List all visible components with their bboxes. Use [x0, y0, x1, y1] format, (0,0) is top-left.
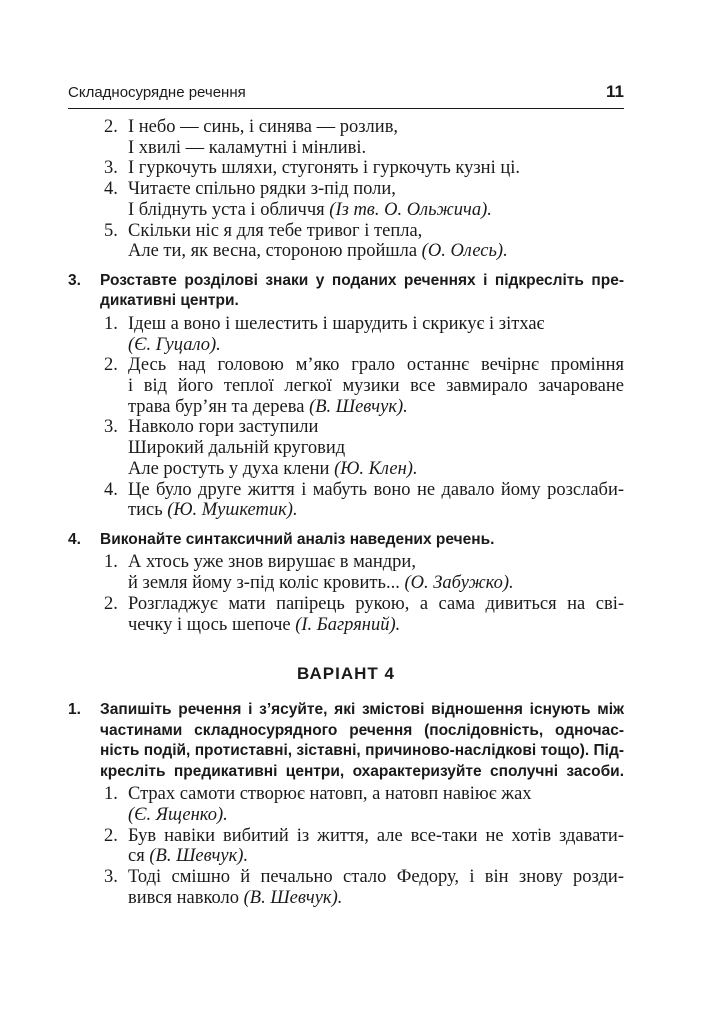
source-citation: (Є. Ященко).	[128, 804, 228, 825]
list-item	[68, 314, 624, 355]
item-line: вився навколо (В. Шевчук).	[128, 887, 343, 908]
page-header	[68, 78, 624, 109]
item-number: 1.	[104, 552, 118, 573]
list-item	[68, 594, 624, 635]
item-line: І гуркочуть шляхи, стугонять і гуркочуть кузні ці.	[128, 158, 521, 179]
item-line: А хтось уже знов вирушає в мандри,	[128, 552, 416, 573]
item-line: Читаєте спільно рядки з-під поли,	[128, 179, 396, 200]
item-line: Був навіки вибитий із життя, але все-таки не хотів здавати-	[128, 825, 624, 846]
item-line: і від його теплої легкої музики все завмирало зачароване	[128, 376, 624, 397]
item-line: Широкий дальній круговид	[128, 438, 346, 459]
item-line: Страх самоти створює натовп, а натовп навіює жах	[128, 784, 532, 805]
source-citation: (О. Олесь).	[421, 241, 508, 262]
source-citation: (І. Багряний).	[295, 614, 401, 635]
item-line: Навколо гори заступили	[128, 417, 319, 438]
list-item	[68, 826, 624, 867]
source-citation: (О. Забужко).	[404, 573, 514, 594]
task-number: 4.	[68, 530, 81, 548]
item-number: 2.	[104, 117, 118, 137]
list-item	[68, 221, 624, 262]
task-instruction-line: Розставте розділові знаки у поданих реченнях і підкресліть пре-	[100, 271, 624, 289]
item-line: й земля йому з-під коліс кровить... (О. Забужко).	[128, 573, 514, 594]
source-citation: (В. Шевчук).	[243, 887, 343, 908]
item-number: 3.	[104, 867, 118, 888]
item-line: трава бур’ян та дерева (В. Шевчук).	[128, 396, 408, 417]
list-item	[68, 179, 624, 220]
list-item	[68, 117, 624, 158]
task-instruction-line: частинами складносурядного речення (послідовність, одночас-	[100, 721, 624, 739]
list-item	[68, 355, 624, 417]
source-citation: (Із тв. О. Ольжича).	[329, 199, 492, 220]
item-number: 2.	[104, 355, 118, 376]
item-number: 2.	[104, 593, 118, 614]
task-3-sentences	[68, 314, 624, 521]
item-number: 4.	[104, 479, 118, 500]
item-line: І небо — синь, і синява — розлив,	[128, 117, 399, 137]
task-4	[68, 530, 624, 635]
task-3	[68, 271, 624, 521]
item-line: Але ростуть у духа клени (Ю. Клен).	[128, 458, 418, 479]
list-item	[68, 480, 624, 521]
item-line	[128, 805, 624, 826]
item-line: тись (Ю. Мушкетик).	[128, 500, 298, 521]
task-instruction-line: Виконайте синтаксичний аналіз наведених речень.	[100, 530, 495, 548]
task-4-sentences	[68, 552, 624, 635]
task-number: 3.	[68, 271, 81, 289]
item-line: чечку і щось шепоче (І. Багряний).	[128, 614, 401, 635]
item-number: 5.	[104, 220, 118, 241]
task-instruction-line: дикативні центри.	[100, 292, 239, 310]
item-number: 2.	[104, 825, 118, 846]
item-number: 3.	[104, 158, 118, 179]
task-instruction-line: Запишіть речення і з’ясуйте, які змістові відношення існують між	[100, 701, 624, 719]
item-line: Тоді смішно й печально стало Федору, і він знову розди-	[128, 867, 624, 888]
page-number: 11	[606, 82, 624, 101]
top-example-list	[68, 117, 624, 262]
item-line: ся (В. Шевчук).	[128, 846, 249, 867]
source-citation: (Ю. Клен).	[334, 458, 418, 479]
source-citation: (В. Шевчук).	[309, 396, 408, 417]
item-line: І бліднуть уста і обличчя (Із тв. О. Ольжича).	[128, 199, 492, 220]
variant-heading: ВАРІАНТ 4	[297, 664, 395, 684]
item-line: Це було друге життя і мабуть воно не давало йому розслаби-	[128, 479, 624, 500]
item-number: 1.	[104, 784, 118, 805]
item-number: 3.	[104, 417, 118, 438]
task-instruction-line: ність подій, протиставні, зіставні, причиново-наслідкові тощо). Під-	[100, 742, 624, 760]
item-line	[128, 335, 624, 356]
source-citation: (Ю. Мушкетик).	[167, 500, 298, 521]
item-line: І хвилі — каламутні і мінливі.	[128, 137, 367, 158]
running-title: Складносурядне речення	[68, 84, 246, 101]
item-line: Розгладжує мати папірець рукою, а сама дивиться на сві-	[128, 593, 624, 614]
list-item	[68, 158, 624, 179]
item-number: 4.	[104, 179, 118, 200]
source-citation: (Є. Гуцало).	[128, 334, 221, 355]
item-line: Але ти, як весна, стороною пройшла (О. Олесь).	[128, 241, 508, 262]
item-line: Десь над головою м’яко грало останнє вечірнє проміння	[128, 355, 624, 376]
list-item	[68, 867, 624, 908]
item-number: 1.	[104, 313, 118, 334]
item-line: Ідеш а воно і шелестить і шарудить і скрикує і зітхає	[128, 313, 545, 334]
item-line: Скільки ніс я для тебе тривог і тепла,	[128, 220, 423, 241]
list-item	[68, 784, 624, 825]
page-content	[68, 117, 624, 908]
variant-4-task-1-sentences	[68, 784, 624, 908]
list-item	[68, 417, 624, 479]
task-number: 1.	[68, 701, 81, 719]
variant-4-task-1	[68, 700, 624, 908]
list-item	[68, 552, 624, 593]
task-instruction-line: кресліть предикативні центри, охарактеризуйте сполучні засоби.	[100, 762, 624, 780]
source-citation: (В. Шевчук).	[149, 846, 249, 867]
